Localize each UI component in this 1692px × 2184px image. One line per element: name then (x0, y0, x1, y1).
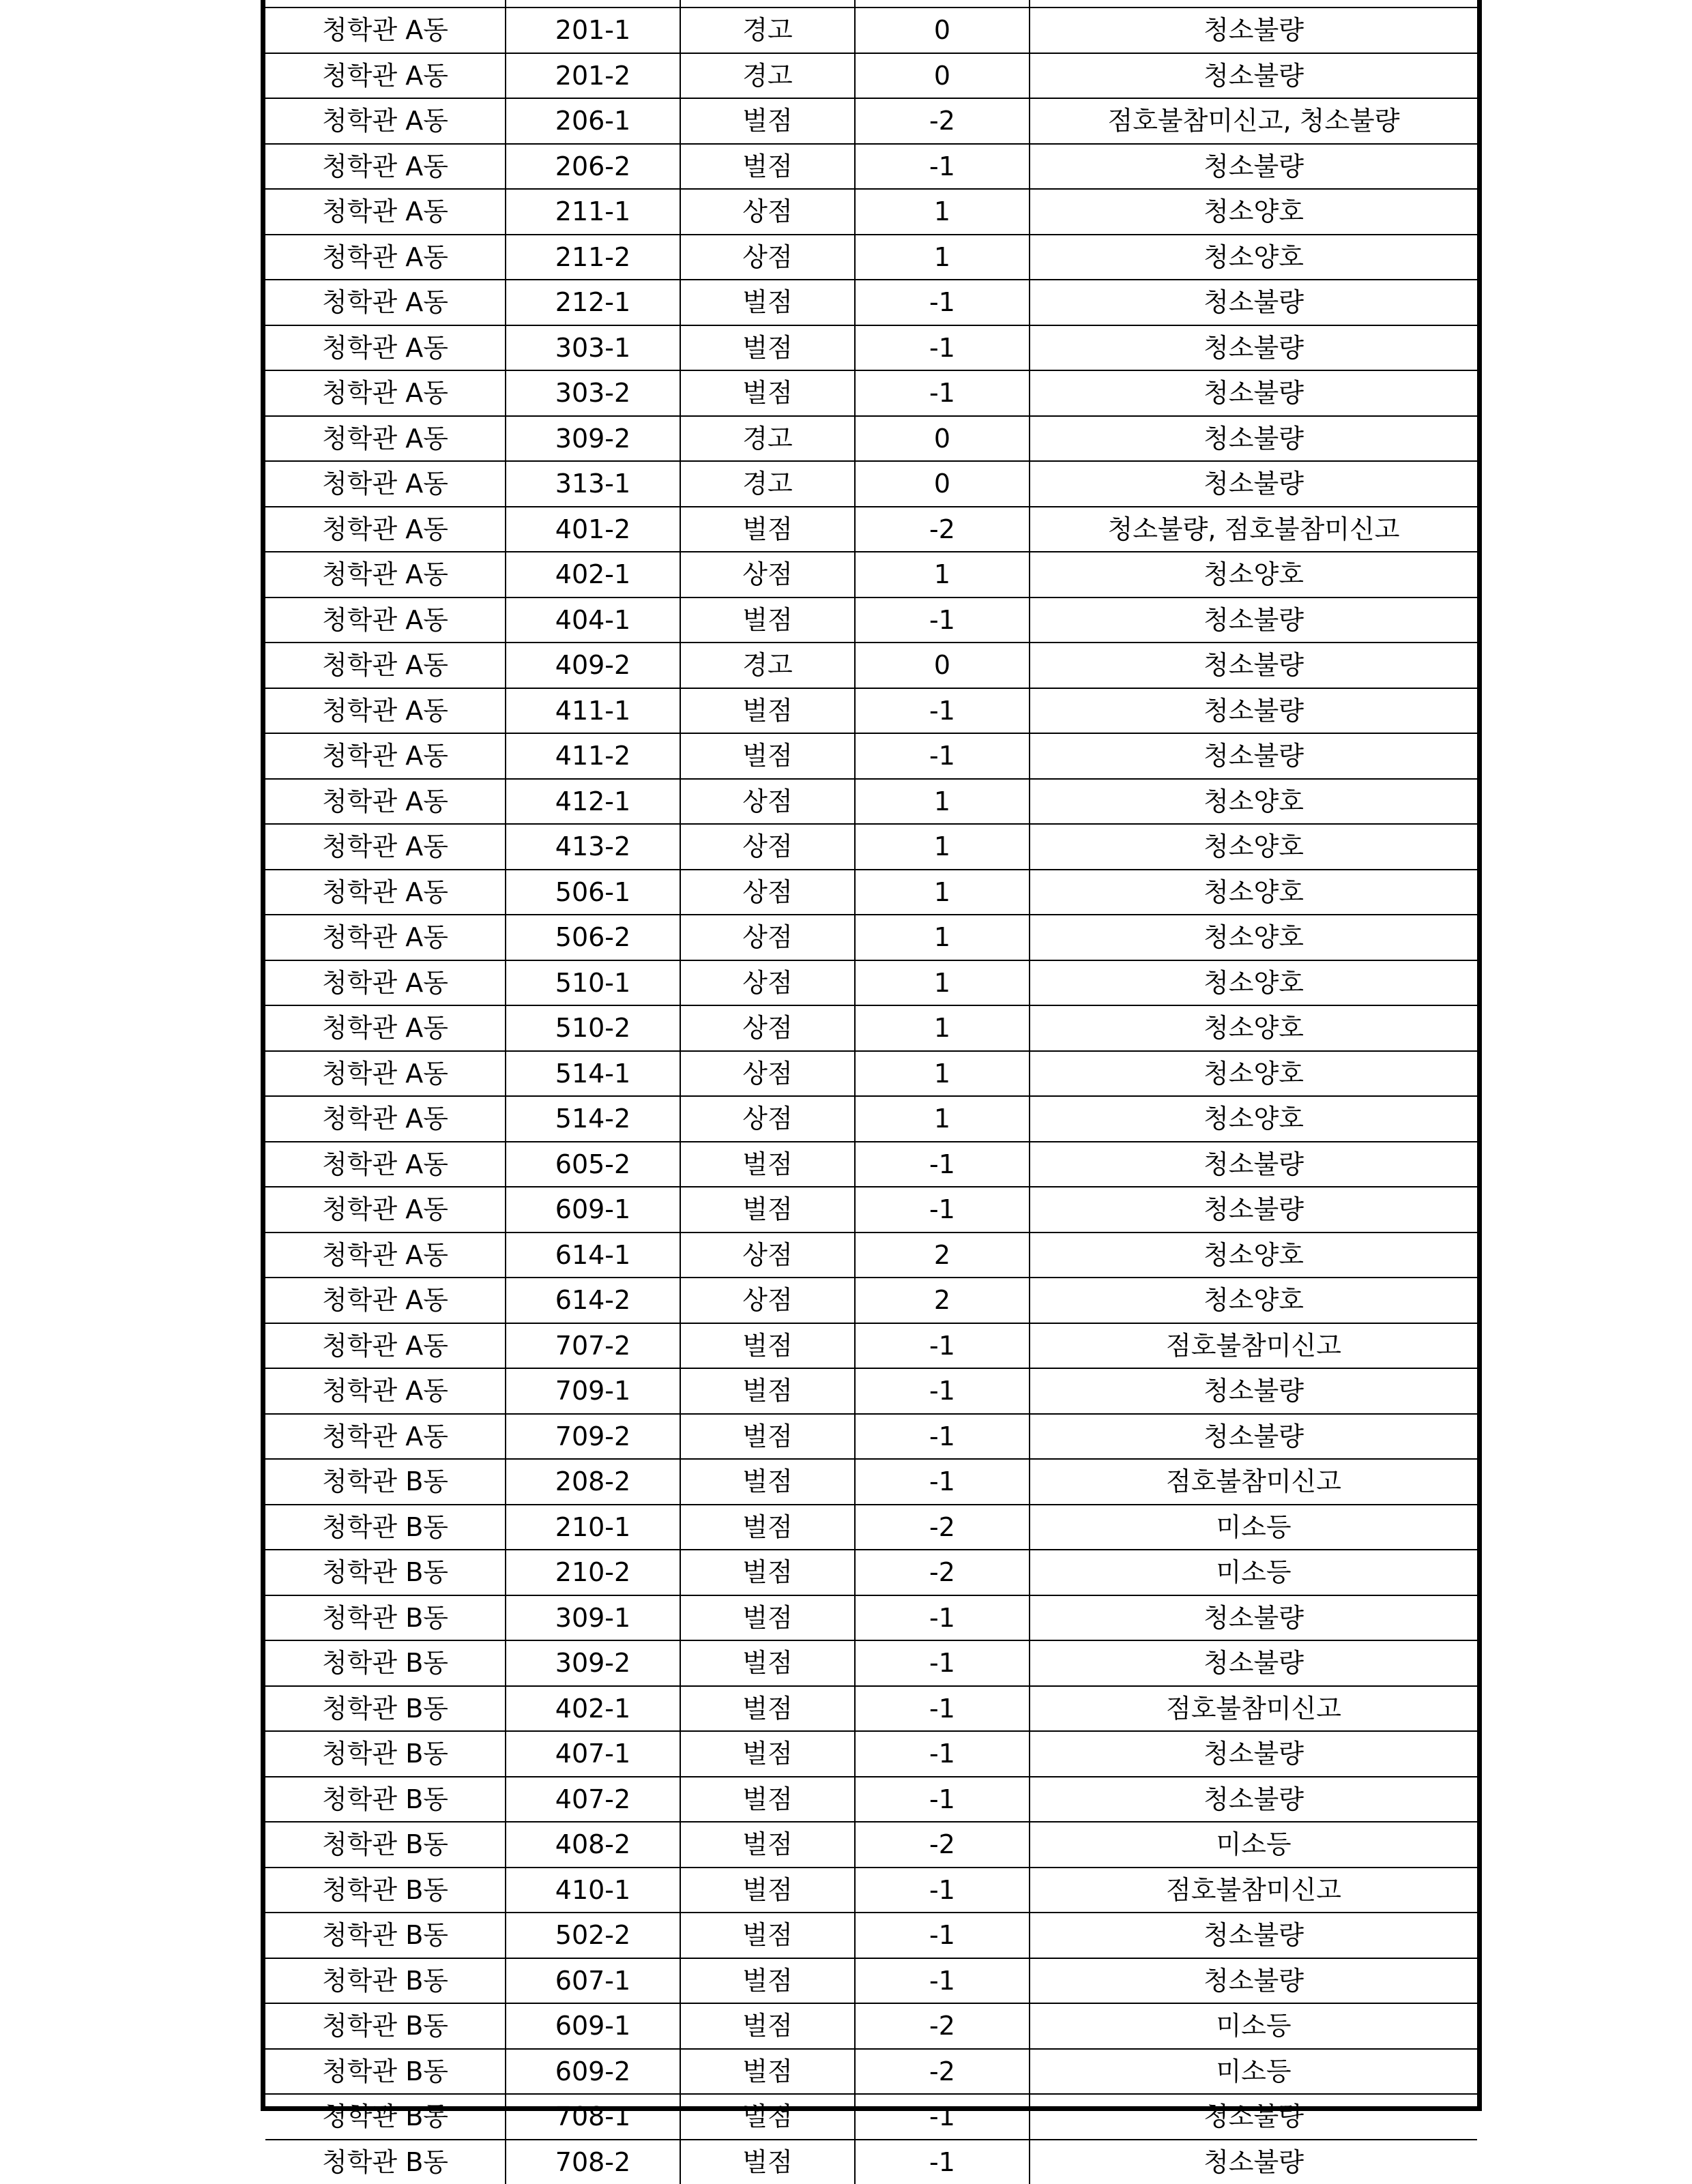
table-row (265, 1187, 1477, 1233)
table-row (265, 461, 1477, 507)
building-cell: 청학관 B동 (265, 1550, 506, 1595)
room-cell: 413-2 (506, 824, 680, 870)
room-cell: 708-2 (506, 2140, 680, 2184)
building-cell: 청학관 A동 (265, 280, 506, 325)
table-row (265, 8, 1477, 53)
table-row (265, 1913, 1477, 1958)
type-cell: 벌점 (680, 1323, 855, 1369)
type-cell: 벌점 (680, 1142, 855, 1187)
reason-cell: 청소불량 (1030, 597, 1477, 643)
room-cell: 303-1 (506, 325, 680, 371)
room-cell: 514-2 (506, 1096, 680, 1142)
reason-cell: 미소등 (1030, 2003, 1477, 2049)
building-cell: 청학관 A동 (265, 98, 506, 144)
type-cell: 벌점 (680, 1913, 855, 1958)
type-cell: 벌점 (680, 1187, 855, 1233)
type-cell: 벌점 (680, 1414, 855, 1460)
building-cell: 청학관 B동 (265, 1958, 506, 2004)
building-cell: 청학관 A동 (265, 507, 506, 552)
points-cell: -1 (855, 1414, 1030, 1460)
building-cell: 청학관 A동 (265, 8, 506, 53)
room-cell: 208-2 (506, 1459, 680, 1505)
points-cell: -1 (855, 597, 1030, 643)
room-cell: 609-2 (506, 2049, 680, 2095)
reason-cell: 청소양호 (1030, 824, 1477, 870)
reason-cell: 청소불량 (1030, 1640, 1477, 1686)
reason-cell: 청소불량 (1030, 53, 1477, 99)
building-cell: 청학관 A동 (265, 643, 506, 688)
table-row (265, 870, 1477, 915)
reason-cell: 청소불량 (1030, 416, 1477, 462)
room-cell: 201-1 (506, 8, 680, 53)
type-cell: 벌점 (680, 597, 855, 643)
points-cell: -1 (855, 2140, 1030, 2184)
building-cell: 청학관 A동 (265, 1142, 506, 1187)
reason-cell: 청소양호 (1030, 189, 1477, 235)
table-row (265, 1958, 1477, 2004)
building-cell: 청학관 B동 (265, 1731, 506, 1777)
table-row (265, 416, 1477, 462)
room-cell: 309-1 (506, 1595, 680, 1641)
building-cell: 청학관 B동 (265, 1868, 506, 1913)
table-row (265, 1686, 1477, 1732)
room-cell: 708-1 (506, 2094, 680, 2140)
type-cell: 벌점 (680, 1777, 855, 1823)
room-cell: 614-1 (506, 1233, 680, 1278)
reason-cell: 청소불량 (1030, 280, 1477, 325)
table-row (265, 98, 1477, 144)
building-cell: 청학관 B동 (265, 1640, 506, 1686)
type-cell: 벌점 (680, 1640, 855, 1686)
reason-cell: 청소양호 (1030, 870, 1477, 915)
building-cell: 청학관 A동 (265, 325, 506, 371)
building-cell: 청학관 A동 (265, 1323, 506, 1369)
type-cell: 상점 (680, 1233, 855, 1278)
table-row (265, 1550, 1477, 1595)
building-cell: 청학관 B동 (265, 2049, 506, 2095)
room-cell: 402-1 (506, 1686, 680, 1732)
room-cell: 206-1 (506, 98, 680, 144)
table-row (265, 325, 1477, 371)
reason-cell: 청소양호 (1030, 960, 1477, 1006)
room-cell: 709-1 (506, 1368, 680, 1414)
room-cell: 210-1 (506, 1505, 680, 1550)
table-row (265, 507, 1477, 552)
type-cell: 벌점 (680, 2003, 855, 2049)
reason-cell: 청소불량 (1030, 1777, 1477, 1823)
building-cell: 청학관 A동 (265, 416, 506, 462)
reason-cell: 청소불량 (1030, 2140, 1477, 2184)
room-cell: 408-2 (506, 1822, 680, 1868)
room-cell: 506-1 (506, 870, 680, 915)
points-cell: -1 (855, 1595, 1030, 1641)
table-row (265, 1595, 1477, 1641)
header-strip-cell (1030, 0, 1477, 8)
points-cell: -2 (855, 2049, 1030, 2095)
reason-cell: 청소불량 (1030, 8, 1477, 53)
points-cell: -1 (855, 1368, 1030, 1414)
reason-cell: 점호불참미신고, 청소불량 (1030, 98, 1477, 144)
type-cell: 상점 (680, 824, 855, 870)
table-row (265, 1096, 1477, 1142)
building-cell: 청학관 B동 (265, 1595, 506, 1641)
room-cell: 609-1 (506, 1187, 680, 1233)
table-row (265, 552, 1477, 597)
table-row (265, 1822, 1477, 1868)
reason-cell: 청소불량 (1030, 370, 1477, 416)
reason-cell: 청소불량 (1030, 688, 1477, 734)
header-strip-cell (855, 0, 1030, 8)
room-cell: 506-2 (506, 915, 680, 960)
reason-cell: 청소불량 (1030, 1913, 1477, 1958)
records-sheet (261, 0, 1482, 2111)
table-header-strip (265, 0, 1477, 8)
reason-cell: 청소양호 (1030, 1005, 1477, 1051)
building-cell: 청학관 A동 (265, 1414, 506, 1460)
reason-cell: 청소불량, 점호불참미신고 (1030, 507, 1477, 552)
reason-cell: 청소양호 (1030, 1051, 1477, 1097)
building-cell: 청학관 A동 (265, 688, 506, 734)
type-cell: 상점 (680, 1051, 855, 1097)
type-cell: 상점 (680, 1096, 855, 1142)
room-cell: 211-1 (506, 189, 680, 235)
points-cell: -1 (855, 325, 1030, 371)
building-cell: 청학관 A동 (265, 144, 506, 190)
points-cell: -1 (855, 688, 1030, 734)
reason-cell: 청소불량 (1030, 1958, 1477, 2004)
room-cell: 411-1 (506, 688, 680, 734)
room-cell: 303-2 (506, 370, 680, 416)
building-cell: 청학관 A동 (265, 370, 506, 416)
room-cell: 407-1 (506, 1731, 680, 1777)
room-cell: 309-2 (506, 416, 680, 462)
points-cell: -1 (855, 1459, 1030, 1505)
reason-cell: 청소양호 (1030, 1096, 1477, 1142)
type-cell: 상점 (680, 1005, 855, 1051)
points-cell: 0 (855, 643, 1030, 688)
table-row (265, 915, 1477, 960)
points-cell: -2 (855, 2003, 1030, 2049)
room-cell: 709-2 (506, 1414, 680, 1460)
type-cell: 경고 (680, 643, 855, 688)
building-cell: 청학관 B동 (265, 1822, 506, 1868)
points-cell: -1 (855, 1142, 1030, 1187)
table-row (265, 1278, 1477, 1323)
type-cell: 상점 (680, 1278, 855, 1323)
points-cell: -1 (855, 1777, 1030, 1823)
table-row (265, 1233, 1477, 1278)
reason-cell: 청소불량 (1030, 144, 1477, 190)
reason-cell: 청소불량 (1030, 2094, 1477, 2140)
type-cell: 상점 (680, 960, 855, 1006)
points-cell: -1 (855, 1868, 1030, 1913)
room-cell: 607-1 (506, 1958, 680, 2004)
type-cell: 벌점 (680, 280, 855, 325)
building-cell: 청학관 B동 (265, 1913, 506, 1958)
reason-cell: 점호불참미신고 (1030, 1459, 1477, 1505)
points-cell: -1 (855, 1187, 1030, 1233)
type-cell: 상점 (680, 779, 855, 825)
points-cell: 0 (855, 461, 1030, 507)
reason-cell: 청소불량 (1030, 1187, 1477, 1233)
room-cell: 409-2 (506, 643, 680, 688)
reason-cell: 청소양호 (1030, 1233, 1477, 1278)
room-cell: 609-1 (506, 2003, 680, 2049)
points-cell: 1 (855, 960, 1030, 1006)
reason-cell: 점호불참미신고 (1030, 1323, 1477, 1369)
points-cell: 2 (855, 1278, 1030, 1323)
type-cell: 벌점 (680, 98, 855, 144)
room-cell: 707-2 (506, 1323, 680, 1369)
table-row (265, 824, 1477, 870)
reason-cell: 미소등 (1030, 1822, 1477, 1868)
building-cell: 청학관 A동 (265, 870, 506, 915)
building-cell: 청학관 B동 (265, 1505, 506, 1550)
header-strip-cell (680, 0, 855, 8)
table-row (265, 2049, 1477, 2095)
reason-cell: 청소불량 (1030, 733, 1477, 779)
building-cell: 청학관 A동 (265, 779, 506, 825)
table-row (265, 1051, 1477, 1097)
points-cell: -1 (855, 1686, 1030, 1732)
room-cell: 201-2 (506, 53, 680, 99)
table-row (265, 370, 1477, 416)
type-cell: 벌점 (680, 2049, 855, 2095)
reason-cell: 청소양호 (1030, 915, 1477, 960)
points-cell: 1 (855, 189, 1030, 235)
type-cell: 벌점 (680, 1368, 855, 1414)
reason-cell: 청소양호 (1030, 779, 1477, 825)
points-cell: -1 (855, 280, 1030, 325)
reason-cell: 청소불량 (1030, 643, 1477, 688)
points-cell: 1 (855, 915, 1030, 960)
header-strip-cell (506, 0, 680, 8)
building-cell: 청학관 B동 (265, 2140, 506, 2184)
header-strip-cell (265, 0, 506, 8)
building-cell: 청학관 B동 (265, 1686, 506, 1732)
type-cell: 상점 (680, 870, 855, 915)
table-row (265, 53, 1477, 99)
type-cell: 상점 (680, 915, 855, 960)
records-table (265, 0, 1477, 2184)
table-row (265, 1414, 1477, 1460)
building-cell: 청학관 A동 (265, 1233, 506, 1278)
room-cell: 309-2 (506, 1640, 680, 1686)
points-cell: -1 (855, 1323, 1030, 1369)
points-cell: -1 (855, 370, 1030, 416)
table-row (265, 235, 1477, 280)
points-cell: -2 (855, 1550, 1030, 1595)
room-cell: 211-2 (506, 235, 680, 280)
table-row (265, 2140, 1477, 2184)
reason-cell: 청소불량 (1030, 1595, 1477, 1641)
points-cell: -1 (855, 1913, 1030, 1958)
reason-cell: 미소등 (1030, 1505, 1477, 1550)
building-cell: 청학관 A동 (265, 461, 506, 507)
points-cell: -2 (855, 98, 1030, 144)
building-cell: 청학관 A동 (265, 1278, 506, 1323)
points-cell: -2 (855, 1505, 1030, 1550)
points-cell: 0 (855, 8, 1030, 53)
table-row (265, 189, 1477, 235)
type-cell: 벌점 (680, 1868, 855, 1913)
points-cell: -1 (855, 733, 1030, 779)
points-cell: -1 (855, 1640, 1030, 1686)
reason-cell: 청소양호 (1030, 552, 1477, 597)
type-cell: 벌점 (680, 1686, 855, 1732)
building-cell: 청학관 A동 (265, 733, 506, 779)
building-cell: 청학관 B동 (265, 1777, 506, 1823)
points-cell: 2 (855, 1233, 1030, 1278)
type-cell: 벌점 (680, 1822, 855, 1868)
room-cell: 407-2 (506, 1777, 680, 1823)
reason-cell: 청소양호 (1030, 235, 1477, 280)
room-cell: 212-1 (506, 280, 680, 325)
points-cell: 1 (855, 235, 1030, 280)
type-cell: 벌점 (680, 1731, 855, 1777)
type-cell: 벌점 (680, 2140, 855, 2184)
table-row (265, 2003, 1477, 2049)
reason-cell: 미소등 (1030, 1550, 1477, 1595)
reason-cell: 청소불량 (1030, 325, 1477, 371)
room-cell: 605-2 (506, 1142, 680, 1187)
building-cell: 청학관 A동 (265, 1051, 506, 1097)
table-row (265, 1777, 1477, 1823)
type-cell: 상점 (680, 552, 855, 597)
room-cell: 614-2 (506, 1278, 680, 1323)
type-cell: 벌점 (680, 1595, 855, 1641)
points-cell: 1 (855, 1051, 1030, 1097)
table-row (265, 1323, 1477, 1369)
points-cell: -1 (855, 2094, 1030, 2140)
building-cell: 청학관 A동 (265, 915, 506, 960)
type-cell: 벌점 (680, 1459, 855, 1505)
building-cell: 청학관 B동 (265, 1459, 506, 1505)
points-cell: 0 (855, 416, 1030, 462)
points-cell: 0 (855, 53, 1030, 99)
room-cell: 402-1 (506, 552, 680, 597)
type-cell: 경고 (680, 461, 855, 507)
points-cell: 1 (855, 1005, 1030, 1051)
type-cell: 벌점 (680, 733, 855, 779)
type-cell: 상점 (680, 189, 855, 235)
type-cell: 경고 (680, 8, 855, 53)
reason-cell: 청소양호 (1030, 1278, 1477, 1323)
building-cell: 청학관 A동 (265, 824, 506, 870)
building-cell: 청학관 B동 (265, 2003, 506, 2049)
points-cell: 1 (855, 779, 1030, 825)
table-row (265, 1640, 1477, 1686)
room-cell: 502-2 (506, 1913, 680, 1958)
building-cell: 청학관 A동 (265, 1187, 506, 1233)
points-cell: -2 (855, 1822, 1030, 1868)
room-cell: 410-1 (506, 1868, 680, 1913)
points-cell: 1 (855, 1096, 1030, 1142)
table-row (265, 1731, 1477, 1777)
table-row (265, 1868, 1477, 1913)
reason-cell: 미소등 (1030, 2049, 1477, 2095)
table-row (265, 1142, 1477, 1187)
room-cell: 404-1 (506, 597, 680, 643)
building-cell: 청학관 A동 (265, 1005, 506, 1051)
table-row (265, 2094, 1477, 2140)
table-row (265, 643, 1477, 688)
building-cell: 청학관 A동 (265, 1368, 506, 1414)
type-cell: 벌점 (680, 325, 855, 371)
building-cell: 청학관 A동 (265, 189, 506, 235)
points-cell: -2 (855, 507, 1030, 552)
room-cell: 510-1 (506, 960, 680, 1006)
building-cell: 청학관 A동 (265, 53, 506, 99)
type-cell: 상점 (680, 235, 855, 280)
room-cell: 401-2 (506, 507, 680, 552)
room-cell: 514-1 (506, 1051, 680, 1097)
points-cell: 1 (855, 870, 1030, 915)
table-row (265, 280, 1477, 325)
points-cell: -1 (855, 1731, 1030, 1777)
table-row (265, 1368, 1477, 1414)
building-cell: 청학관 A동 (265, 1096, 506, 1142)
room-cell: 412-1 (506, 779, 680, 825)
points-cell: 1 (855, 552, 1030, 597)
records-table-body (265, 0, 1477, 2184)
building-cell: 청학관 A동 (265, 597, 506, 643)
type-cell: 경고 (680, 416, 855, 462)
reason-cell: 청소불량 (1030, 1368, 1477, 1414)
room-cell: 411-2 (506, 733, 680, 779)
room-cell: 206-2 (506, 144, 680, 190)
reason-cell: 청소불량 (1030, 461, 1477, 507)
reason-cell: 청소불량 (1030, 1142, 1477, 1187)
room-cell: 510-2 (506, 1005, 680, 1051)
table-row (265, 779, 1477, 825)
table-row (265, 733, 1477, 779)
room-cell: 313-1 (506, 461, 680, 507)
table-row (265, 960, 1477, 1006)
type-cell: 벌점 (680, 144, 855, 190)
type-cell: 벌점 (680, 1958, 855, 2004)
building-cell: 청학관 A동 (265, 552, 506, 597)
points-cell: 1 (855, 824, 1030, 870)
table-row (265, 1505, 1477, 1550)
points-cell: -1 (855, 1958, 1030, 2004)
room-cell: 210-2 (506, 1550, 680, 1595)
table-row (265, 1005, 1477, 1051)
table-row (265, 144, 1477, 190)
type-cell: 벌점 (680, 688, 855, 734)
type-cell: 경고 (680, 53, 855, 99)
points-cell: -1 (855, 144, 1030, 190)
building-cell: 청학관 B동 (265, 2094, 506, 2140)
table-row (265, 688, 1477, 734)
reason-cell: 점호불참미신고 (1030, 1868, 1477, 1913)
table-row (265, 1459, 1477, 1505)
table-row (265, 597, 1477, 643)
type-cell: 벌점 (680, 507, 855, 552)
type-cell: 벌점 (680, 370, 855, 416)
type-cell: 벌점 (680, 1505, 855, 1550)
building-cell: 청학관 A동 (265, 235, 506, 280)
reason-cell: 점호불참미신고 (1030, 1686, 1477, 1732)
reason-cell: 청소불량 (1030, 1414, 1477, 1460)
building-cell: 청학관 A동 (265, 960, 506, 1006)
reason-cell: 청소불량 (1030, 1731, 1477, 1777)
type-cell: 벌점 (680, 2094, 855, 2140)
type-cell: 벌점 (680, 1550, 855, 1595)
